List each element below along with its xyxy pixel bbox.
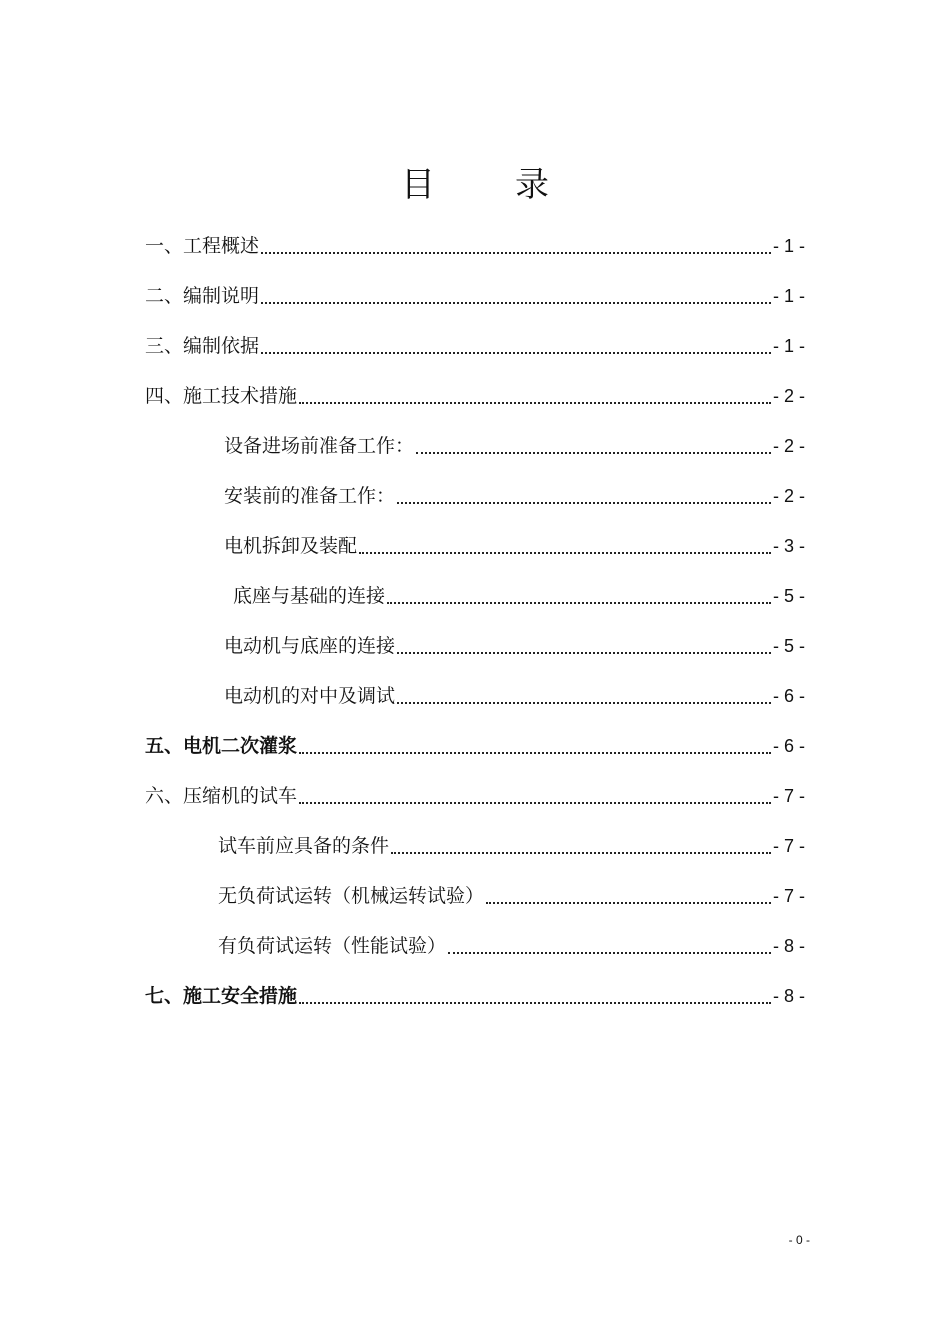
- toc-entry-page: - 1 -: [772, 286, 805, 306]
- toc-entry-page: - 7 -: [772, 836, 805, 856]
- toc-entry-title: 一、工程概述: [145, 235, 260, 257]
- toc-entry[interactable]: [145, 224, 805, 260]
- toc-entry-page: - 8 -: [772, 986, 805, 1006]
- toc-entry-title: 二、编制说明: [145, 285, 260, 307]
- toc-leader-dots: [299, 751, 771, 754]
- toc-leader-dots: [261, 351, 771, 354]
- toc-entry[interactable]: [145, 974, 805, 1010]
- toc-entry-page: - 6 -: [772, 736, 805, 756]
- title-char-1: 目: [401, 164, 435, 205]
- toc-entry-page: - 2 -: [772, 436, 805, 456]
- toc-entry[interactable]: [145, 724, 805, 760]
- footer-page-number: - 0 -: [788, 1233, 810, 1247]
- toc-entry[interactable]: [224, 524, 805, 560]
- toc-leader-dots: [359, 551, 771, 554]
- toc-entry-title: 有负荷试运转（性能试验）: [218, 935, 447, 957]
- toc-leader-dots: [416, 451, 771, 454]
- toc-entry-page: - 2 -: [772, 386, 805, 406]
- toc-leader-dots: [299, 401, 771, 404]
- title-char-2: 录: [515, 164, 549, 205]
- toc-entry[interactable]: [224, 624, 805, 660]
- toc-entry-title: 无负荷试运转（机械运转试验）: [218, 885, 485, 907]
- toc-leader-dots: [397, 701, 771, 704]
- toc-entry[interactable]: [218, 924, 805, 960]
- toc-entry-page: - 2 -: [772, 486, 805, 506]
- toc-entry-title: 七、施工安全措施: [145, 985, 298, 1007]
- toc-leader-dots: [397, 651, 771, 654]
- toc-leader-dots: [486, 901, 771, 904]
- toc-entry-title: 底座与基础的连接: [233, 585, 386, 607]
- toc-entry-title: 电动机的对中及调试: [224, 685, 396, 707]
- toc-entry-page: - 1 -: [772, 236, 805, 256]
- toc-entry-title: 安装前的准备工作：: [224, 485, 396, 507]
- toc-entry[interactable]: [224, 474, 805, 510]
- toc-leader-dots: [448, 951, 771, 954]
- toc-entry-page: - 5 -: [772, 586, 805, 606]
- toc-leader-dots: [261, 251, 771, 254]
- toc-entry[interactable]: [145, 774, 805, 810]
- toc-entry-title: 三、编制依据: [145, 335, 260, 357]
- toc-entry-page: - 3 -: [772, 536, 805, 556]
- toc-entry-page: - 7 -: [772, 886, 805, 906]
- toc-entry-title: 试车前应具备的条件: [218, 835, 390, 857]
- toc-leader-dots: [299, 801, 771, 804]
- toc-entry[interactable]: [224, 424, 805, 460]
- toc-entry[interactable]: [224, 674, 805, 710]
- toc-entry-title: 四、施工技术措施: [145, 385, 298, 407]
- toc-entry[interactable]: [145, 274, 805, 310]
- toc-entry-title: 五、电机二次灌浆: [145, 735, 298, 757]
- toc-leader-dots: [387, 601, 771, 604]
- toc-entry-title: 电动机与底座的连接: [224, 635, 396, 657]
- page-title: [0, 163, 950, 207]
- toc-entry-title: 六、压缩机的试车: [145, 785, 298, 807]
- toc-leader-dots: [397, 501, 771, 504]
- toc-entry-title: 设备进场前准备工作：: [224, 435, 415, 457]
- toc-entry-title: 电机拆卸及装配: [224, 535, 358, 557]
- toc-entry[interactable]: [218, 874, 805, 910]
- toc-leader-dots: [261, 301, 771, 304]
- toc-entry[interactable]: [145, 324, 805, 360]
- toc-entry[interactable]: [145, 374, 805, 410]
- toc-leader-dots: [391, 851, 771, 854]
- toc-entry-page: - 6 -: [772, 686, 805, 706]
- toc-entry-page: - 5 -: [772, 636, 805, 656]
- toc-entry[interactable]: [218, 824, 805, 860]
- toc-leader-dots: [299, 1001, 771, 1004]
- toc-entry-page: - 7 -: [772, 786, 805, 806]
- toc-entry[interactable]: [233, 574, 805, 610]
- toc-entry-page: - 8 -: [772, 936, 805, 956]
- toc-entry-page: - 1 -: [772, 336, 805, 356]
